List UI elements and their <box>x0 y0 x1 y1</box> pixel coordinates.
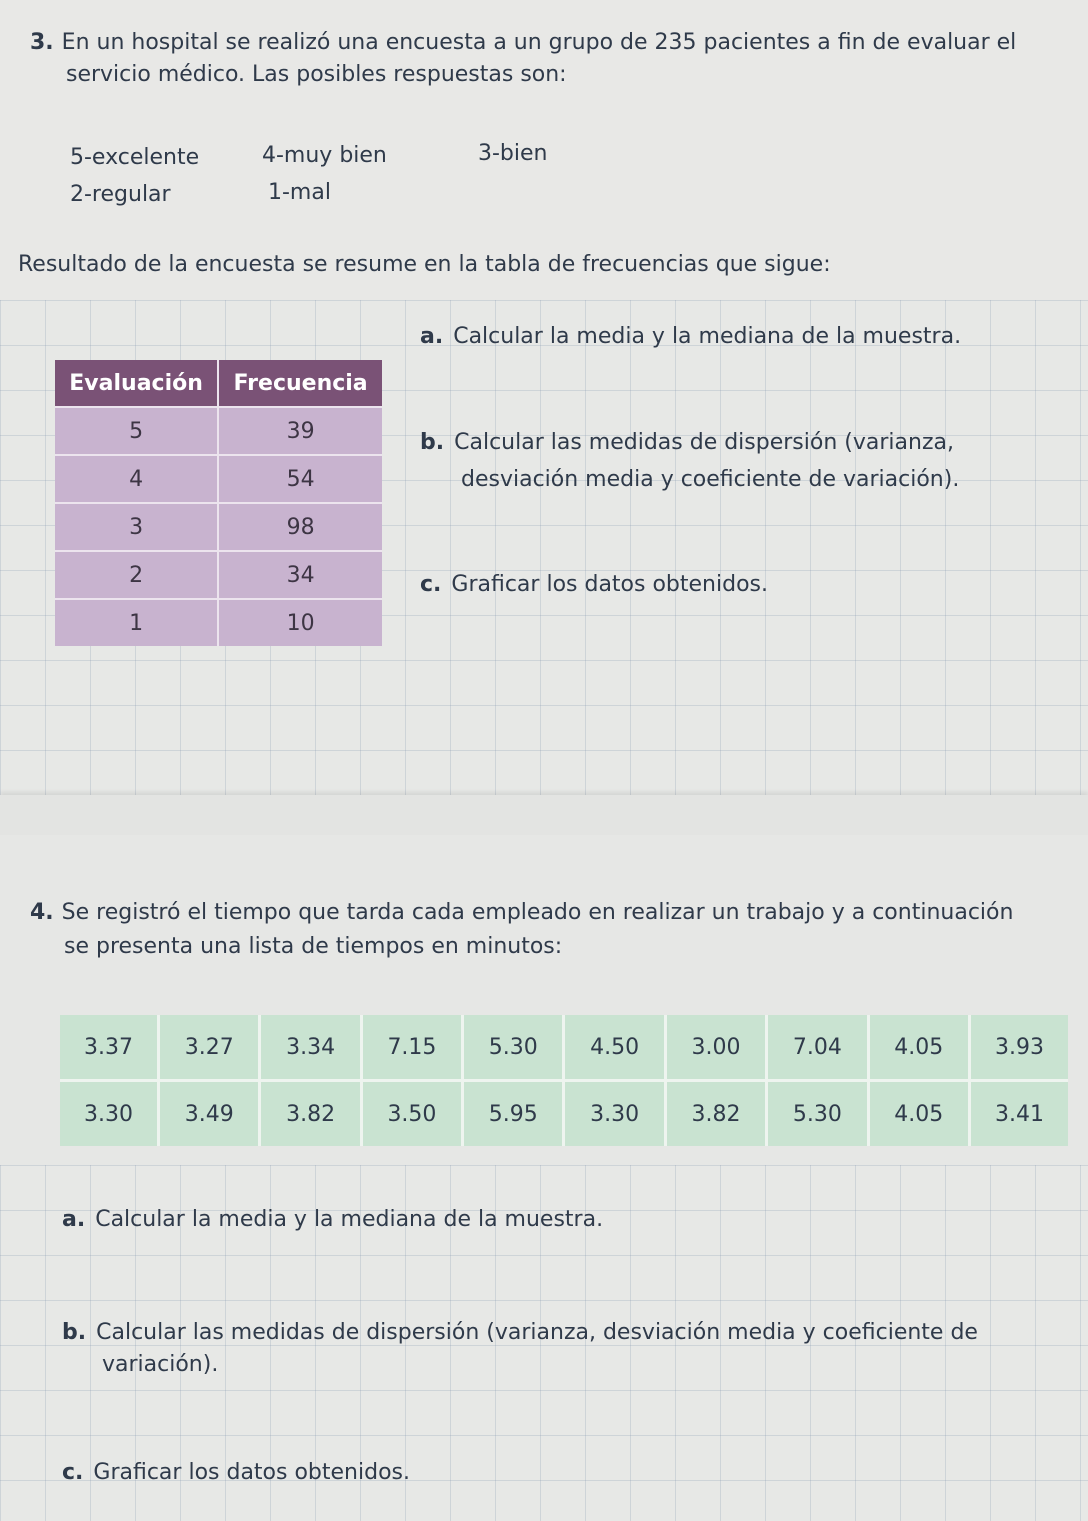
table-row <box>55 599 382 646</box>
time-cell: 4.05 <box>868 1015 969 1081</box>
question-text: Graficar los datos obtenidos. <box>93 1460 410 1485</box>
time-cell: 5.30 <box>463 1015 564 1081</box>
table-row <box>55 551 382 599</box>
evaluation-cell: 5 <box>55 407 218 455</box>
time-cell: 3.34 <box>260 1015 361 1081</box>
problem-3-number: 3. <box>30 30 54 55</box>
frequency-cell: 10 <box>218 599 382 646</box>
frequency-cell: 54 <box>218 455 382 503</box>
time-cell: 3.27 <box>159 1015 260 1081</box>
time-cell: 3.41 <box>969 1081 1068 1147</box>
frequency-cell: 39 <box>218 407 382 455</box>
time-cell: 7.04 <box>767 1015 868 1081</box>
option-bien: 3-bien <box>478 141 548 166</box>
time-cell: 7.15 <box>361 1015 462 1081</box>
problem-4-number: 4. <box>30 900 54 925</box>
table-row <box>55 407 382 455</box>
table-row <box>60 1015 1068 1081</box>
option-mal: 1-mal <box>268 180 331 205</box>
question-text: Calcular la media y la mediana de la muestra. <box>453 324 962 349</box>
option-excelente: 5-excelente <box>70 145 200 170</box>
problem-3-question-b <box>420 428 954 458</box>
table-row <box>55 503 382 551</box>
question-letter: c. <box>420 572 442 597</box>
header-frecuencia: Frecuencia <box>218 360 382 407</box>
time-cell: 5.95 <box>463 1081 564 1147</box>
time-cell: 3.93 <box>969 1015 1068 1081</box>
problem-3-intro-text: En un hospital se realizó una encuesta a un grupo de 235 pacientes a fin de evaluar el <box>61 30 1017 55</box>
header-evaluacion: Evaluación <box>55 360 218 407</box>
option-regular: 2-regular <box>70 182 171 207</box>
question-text: Calcular las medidas de dispersión (varianza, desviación media y coeficiente de <box>96 1320 978 1345</box>
table-row <box>55 455 382 503</box>
problem-4-intro <box>30 898 1013 928</box>
problem-4-question-a <box>62 1205 603 1235</box>
problem-3-question-b-line2: desviación media y coeficiente de variación). <box>461 467 960 492</box>
question-letter: a. <box>62 1207 86 1232</box>
question-text: Graficar los datos obtenidos. <box>451 572 768 597</box>
problem-3-intro <box>30 28 1016 58</box>
time-cell: 3.30 <box>60 1081 159 1147</box>
problem-3-intro-line2: servicio médico. Las posibles respuestas son: <box>66 62 567 87</box>
question-letter: b. <box>62 1320 87 1345</box>
time-cell: 3.50 <box>361 1081 462 1147</box>
table-row <box>60 1081 1068 1147</box>
time-cell: 3.49 <box>159 1081 260 1147</box>
question-letter: c. <box>62 1460 84 1485</box>
evaluation-cell: 1 <box>55 599 218 646</box>
time-cell: 3.37 <box>60 1015 159 1081</box>
time-cell: 3.30 <box>564 1081 665 1147</box>
frequency-cell: 34 <box>218 551 382 599</box>
problem-3-question-a <box>420 322 961 352</box>
question-letter: b. <box>420 430 445 455</box>
time-cell: 4.05 <box>868 1081 969 1147</box>
evaluation-cell: 3 <box>55 503 218 551</box>
result-text: Resultado de la encuesta se resume en la tabla de frecuencias que sigue: <box>18 252 831 277</box>
frequency-cell: 98 <box>218 503 382 551</box>
time-cell: 5.30 <box>767 1081 868 1147</box>
time-cell: 4.50 <box>564 1015 665 1081</box>
question-text: Calcular la media y la mediana de la muestra. <box>95 1207 604 1232</box>
problem-4-question-b <box>62 1318 978 1348</box>
problem-4-question-c <box>62 1458 410 1488</box>
question-text: Calcular las medidas de dispersión (varianza, <box>454 430 954 455</box>
problem-4-question-b-line2: variación). <box>102 1352 219 1377</box>
evaluation-cell: 2 <box>55 551 218 599</box>
option-muy-bien: 4-muy bien <box>262 143 387 168</box>
evaluation-cell: 4 <box>55 455 218 503</box>
time-cell: 3.82 <box>665 1081 766 1147</box>
question-letter: a. <box>420 324 444 349</box>
problem-4-intro-line2: se presenta una lista de tiempos en minutos: <box>64 934 563 959</box>
time-cell: 3.00 <box>665 1015 766 1081</box>
frequency-table <box>55 360 382 646</box>
problem-3-question-c <box>420 570 768 600</box>
time-cell: 3.82 <box>260 1081 361 1147</box>
frequency-table-header <box>55 360 382 407</box>
problem-4-intro-text: Se registró el tiempo que tarda cada empleado en realizar un trabajo y a continuación <box>61 900 1014 925</box>
torn-paper-edge <box>0 795 1088 835</box>
times-table <box>60 1015 1068 1146</box>
